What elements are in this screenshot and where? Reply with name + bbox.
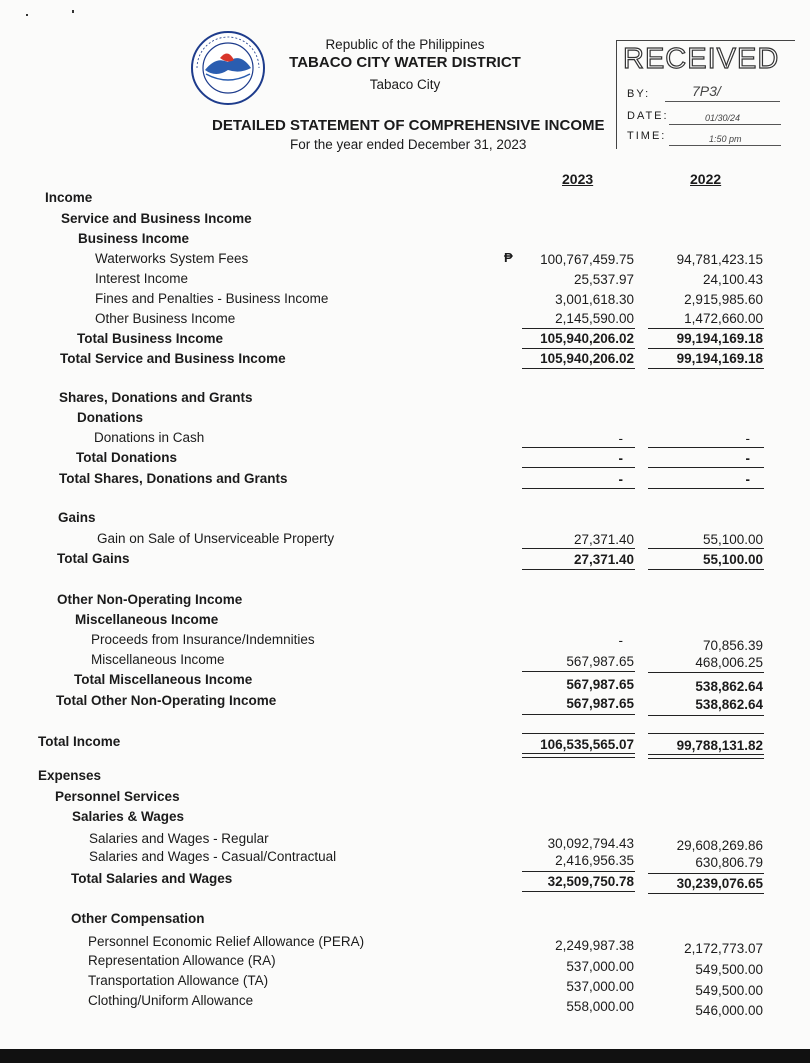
scan-speck <box>26 14 28 16</box>
stamp-title: RECEIVED <box>623 43 780 75</box>
transportation-allowance-2022: 549,500.00 <box>695 983 763 998</box>
transportation-allowance-label: Transportation Allowance (TA) <box>88 973 269 988</box>
proceeds-insurance-2023: - <box>618 633 623 648</box>
total-rule <box>522 467 635 468</box>
pera-label: Personnel Economic Relief Allowance (PERA) <box>88 934 365 949</box>
other-compensation-heading: Other Compensation <box>71 911 205 926</box>
stamp-time-line <box>669 145 781 146</box>
waterworks-fees-2023: 100,767,459.75 <box>540 252 634 267</box>
total-rule <box>648 893 764 894</box>
miscellaneous-income-2022: 468,006.25 <box>695 655 763 670</box>
clothing-allowance-label: Clothing/Uniform Allowance <box>88 993 254 1008</box>
waterworks-fees-2022: 94,781,423.15 <box>676 252 763 267</box>
stamp-time-label: TIME: <box>627 130 667 142</box>
miscellaneous-income-heading: Miscellaneous Income <box>75 612 219 627</box>
agency-name: TABACO CITY WATER DISTRICT <box>289 54 521 71</box>
salaries-regular-2022: 29,608,269.86 <box>676 838 763 853</box>
donations-in-cash-2022: - <box>745 431 750 446</box>
statement-title: DETAILED STATEMENT OF COMPREHENSIVE INCOME <box>212 117 605 134</box>
stamp-date-label: DATE: <box>627 110 669 122</box>
proceeds-insurance-2022: 70,856.39 <box>702 638 763 653</box>
subtotal-rule <box>648 548 764 549</box>
total-other-non-operating-income-2023: 567,987.65 <box>566 696 634 711</box>
scan-speck <box>72 10 74 13</box>
representation-allowance-2022: 549,500.00 <box>695 962 763 977</box>
total-income-2023: 106,535,565.07 <box>540 737 634 752</box>
subtotal-rule <box>648 873 764 874</box>
total-donations-2023: - <box>618 451 623 466</box>
grand-total-double-rule <box>648 754 764 759</box>
stamp-date-value: 01/30/24 <box>705 113 741 123</box>
total-shares-donations-grants-2022: - <box>745 472 750 487</box>
city-name: Tabaco City <box>369 77 441 92</box>
subtotal-rule <box>648 672 764 673</box>
total-miscellaneous-income-2023: 567,987.65 <box>566 677 634 692</box>
total-donations-label: Total Donations <box>76 450 177 465</box>
total-gains-2022: 55,100.00 <box>702 552 763 567</box>
stamp-by-value: 7P3/ <box>692 83 721 99</box>
subtotal-rule <box>648 447 764 448</box>
subtotal-rule <box>522 447 635 448</box>
total-gains-label: Total Gains <box>57 551 130 566</box>
total-income-2022: 99,788,131.82 <box>676 738 763 753</box>
shares-donations-grants-heading: Shares, Donations and Grants <box>59 390 253 405</box>
grand-total-rule <box>522 733 635 734</box>
total-shares-donations-grants-2023: - <box>618 472 623 487</box>
pera-2022: 2,172,773.07 <box>684 941 763 956</box>
stamp-by-line <box>665 101 780 102</box>
salaries-regular-2023: 30,092,794.43 <box>547 836 634 851</box>
republic-line: Republic of the Philippines <box>325 37 485 52</box>
donations-in-cash-label: Donations in Cash <box>94 430 205 445</box>
other-non-operating-income-heading: Other Non-Operating Income <box>57 592 243 607</box>
waterworks-fees-label: Waterworks System Fees <box>95 251 249 266</box>
total-rule <box>522 368 635 369</box>
total-rule <box>522 348 635 349</box>
donations-in-cash-2023: - <box>618 431 623 446</box>
total-business-income-2023: 105,940,206.02 <box>540 331 634 346</box>
business-income-heading: Business Income <box>78 231 190 246</box>
fines-penalties-2023: 3,001,618.30 <box>555 292 634 307</box>
salaries-casual-2022: 630,806.79 <box>695 855 763 870</box>
subtotal-rule <box>522 871 635 872</box>
total-rule <box>648 569 764 570</box>
total-miscellaneous-income-2022: 538,862.64 <box>695 679 763 694</box>
total-business-income-2022: 99,194,169.18 <box>676 331 763 346</box>
column-2023-header: 2023 <box>562 171 594 187</box>
clothing-allowance-2022: 546,000.00 <box>695 1003 763 1018</box>
transportation-allowance-2023: 537,000.00 <box>566 979 634 994</box>
fines-penalties-label: Fines and Penalties - Business Income <box>95 291 329 306</box>
salaries-casual-label: Salaries and Wages - Casual/Contractual <box>89 849 337 864</box>
grand-total-rule <box>648 733 764 734</box>
salaries-regular-label: Salaries and Wages - Regular <box>89 831 269 846</box>
other-business-income-2023: 2,145,590.00 <box>555 311 634 326</box>
other-business-income-label: Other Business Income <box>95 311 236 326</box>
miscellaneous-income-2023: 567,987.65 <box>566 654 634 669</box>
pera-2023: 2,249,987.38 <box>555 938 634 953</box>
received-stamp <box>616 40 795 149</box>
total-rule <box>522 569 635 570</box>
total-salaries-wages-2022: 30,239,076.65 <box>676 876 763 891</box>
total-service-business-income-label: Total Service and Business Income <box>60 351 286 366</box>
income-heading: Income <box>45 190 93 205</box>
gain-sale-property-label: Gain on Sale of Unserviceable Property <box>97 531 335 546</box>
total-gains-2023: 27,371.40 <box>573 552 634 567</box>
total-other-non-operating-income-2022: 538,862.64 <box>695 697 763 712</box>
interest-income-2022: 24,100.43 <box>702 272 763 287</box>
donations-heading: Donations <box>77 410 143 425</box>
subtotal-rule <box>522 548 635 549</box>
total-rule <box>648 467 764 468</box>
service-business-income-heading: Service and Business Income <box>61 211 252 226</box>
total-salaries-wages-label: Total Salaries and Wages <box>71 871 233 886</box>
representation-allowance-2023: 537,000.00 <box>566 959 634 974</box>
personnel-services-heading: Personnel Services <box>55 789 180 804</box>
proceeds-insurance-label: Proceeds from Insurance/Indemnities <box>91 632 315 647</box>
scan-bottom-edge <box>0 1049 810 1063</box>
salaries-wages-heading: Salaries & Wages <box>72 809 185 824</box>
total-rule <box>648 348 764 349</box>
total-rule <box>648 368 764 369</box>
interest-income-2023: 25,537.97 <box>573 272 634 287</box>
total-rule <box>522 714 635 715</box>
subtotal-rule <box>522 671 635 672</box>
total-rule <box>648 488 764 489</box>
total-rule <box>522 488 635 489</box>
salaries-casual-2023: 2,416,956.35 <box>555 853 634 868</box>
total-business-income-label: Total Business Income <box>77 331 224 346</box>
total-service-business-income-2022: 99,194,169.18 <box>676 351 763 366</box>
statement-period: For the year ended December 31, 2023 <box>290 137 527 152</box>
miscellaneous-income-label: Miscellaneous Income <box>91 652 225 667</box>
column-2022-header: 2022 <box>690 171 722 187</box>
stamp-date-line <box>669 124 781 125</box>
total-service-business-income-2023: 105,940,206.02 <box>540 351 634 366</box>
peso-sign: ₱ <box>504 250 513 265</box>
total-shares-donations-grants-label: Total Shares, Donations and Grants <box>59 471 288 486</box>
total-other-non-operating-income-label: Total Other Non-Operating Income <box>56 693 277 708</box>
total-rule <box>648 715 764 716</box>
gain-sale-property-2023: 27,371.40 <box>573 532 634 547</box>
expenses-heading: Expenses <box>38 768 102 783</box>
clothing-allowance-2023: 558,000.00 <box>566 999 634 1014</box>
stamp-by-label: BY: <box>627 88 651 100</box>
subtotal-rule <box>522 328 635 329</box>
total-income-label: Total Income <box>38 734 121 749</box>
total-salaries-wages-2023: 32,509,750.78 <box>547 874 634 889</box>
representation-allowance-label: Representation Allowance (RA) <box>88 953 276 968</box>
gains-heading: Gains <box>58 510 96 525</box>
gain-sale-property-2022: 55,100.00 <box>702 532 763 547</box>
total-miscellaneous-income-label: Total Miscellaneous Income <box>74 672 253 687</box>
interest-income-label: Interest Income <box>95 271 189 286</box>
other-business-income-2022: 1,472,660.00 <box>684 311 763 326</box>
stamp-time-value: 1:50 pm <box>709 134 742 144</box>
grand-total-double-rule <box>522 753 635 758</box>
subtotal-rule <box>648 328 764 329</box>
total-rule <box>522 891 635 892</box>
water-district-seal <box>190 30 266 106</box>
fines-penalties-2022: 2,915,985.60 <box>684 292 763 307</box>
total-donations-2022: - <box>745 451 750 466</box>
